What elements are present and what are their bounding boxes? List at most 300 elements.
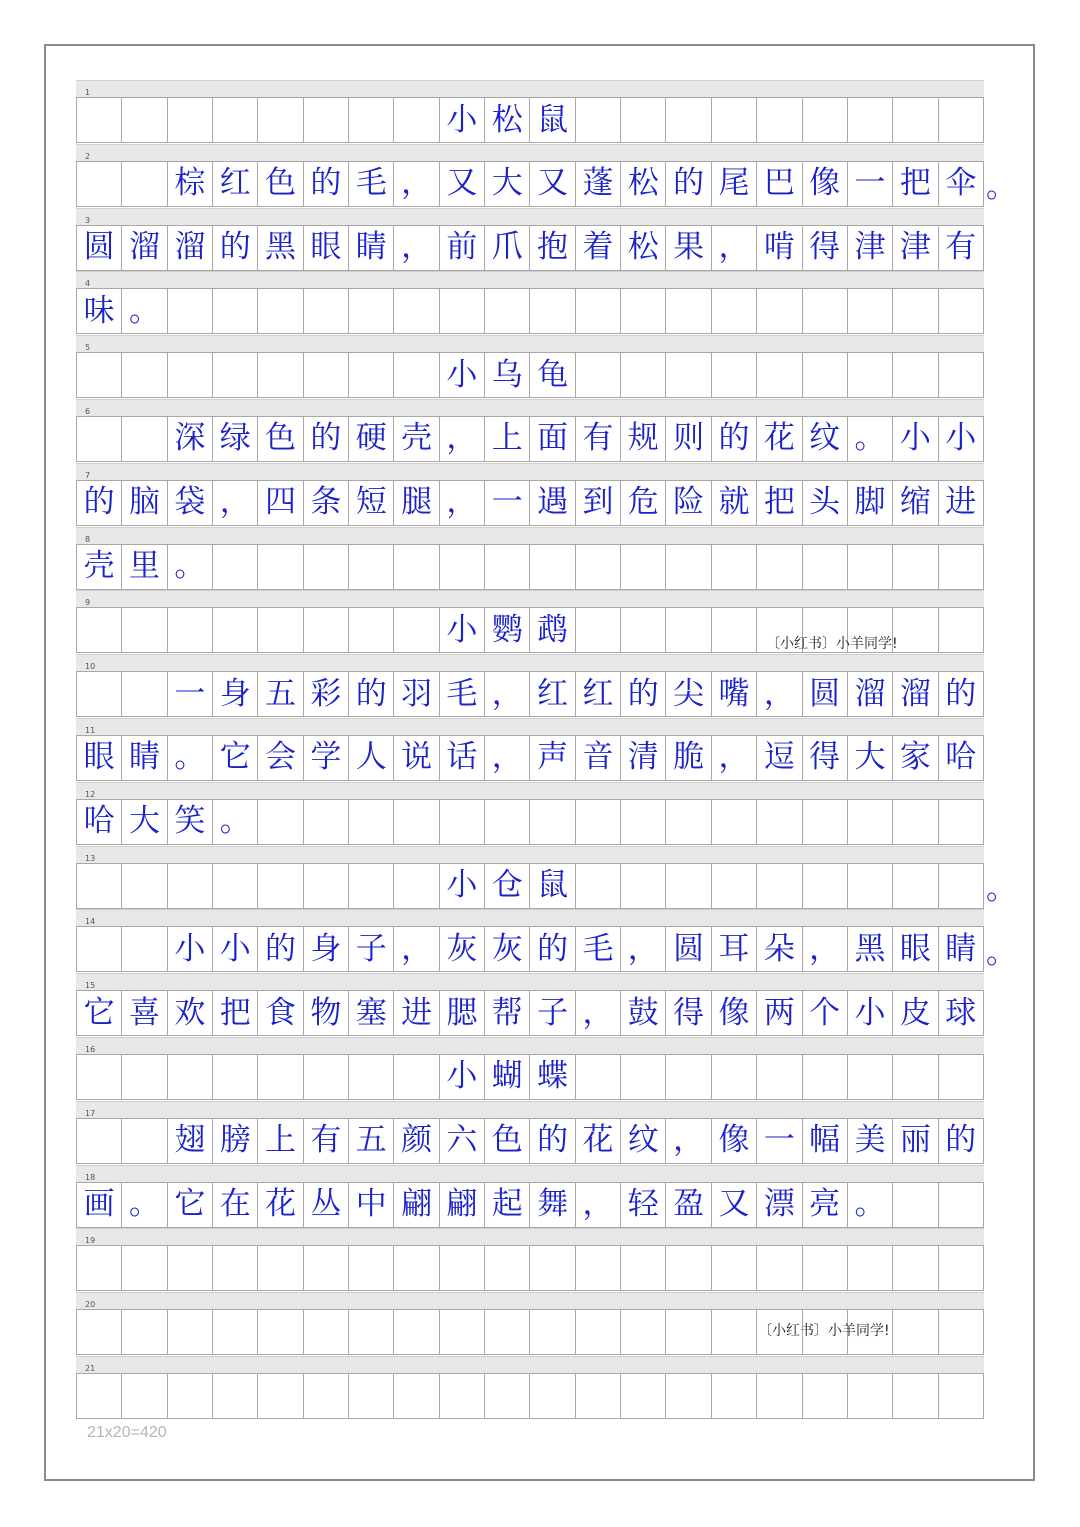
grid-cell (304, 545, 349, 589)
grid-cell (757, 545, 802, 589)
grid-row (76, 590, 984, 654)
grid-cell (712, 864, 757, 908)
grid-cell (576, 98, 621, 142)
row-header-strip (76, 271, 984, 288)
grid-cell: 纹 (621, 1119, 666, 1163)
grid-cell (213, 1374, 258, 1418)
grid-cell (893, 1310, 938, 1354)
row-number: 2 (85, 151, 91, 161)
grid-cell (530, 289, 575, 333)
grid-cell (77, 162, 122, 206)
grid-cell: 小 (440, 98, 485, 142)
grid-cell: 小 (440, 1055, 485, 1099)
grid-cell (666, 1055, 711, 1099)
grid-cell (77, 1246, 122, 1290)
grid-cell: 脑 (122, 481, 167, 525)
grid-cell: 眼 (77, 736, 122, 780)
row-header-strip (76, 1165, 984, 1182)
grid-cell: 哈 (77, 800, 122, 844)
grid-cell: 彩 (304, 672, 349, 716)
grid-cell: 前 (440, 226, 485, 270)
grid-cell (77, 927, 122, 971)
grid-cell: 有 (576, 417, 621, 461)
grid-cell: 它 (77, 991, 122, 1035)
grid-cell: 头 (803, 481, 848, 525)
grid-cell: 。 (848, 417, 893, 461)
grid-cell (258, 1310, 303, 1354)
row-number: 9 (85, 598, 91, 608)
grid-cell: 家 (893, 736, 938, 780)
row-header-strip (76, 1101, 984, 1118)
cell-row (76, 1245, 984, 1291)
grid-cell (122, 1055, 167, 1099)
grid-cell (757, 1246, 802, 1290)
grid-cell: 蝴 (485, 1055, 530, 1099)
grid-cell (621, 353, 666, 397)
grid-cell: 哈 (939, 736, 984, 780)
grid-cell (258, 289, 303, 333)
grid-cell (77, 1119, 122, 1163)
grid-cell (122, 162, 167, 206)
grid-cell: 红 (213, 162, 258, 206)
grid-cell (848, 98, 893, 142)
grid-cell (757, 1374, 802, 1418)
grid-cell: 轻 (621, 1183, 666, 1227)
grid-cell: 个 (803, 991, 848, 1035)
grid-row (76, 718, 984, 782)
row-number: 10 (85, 662, 96, 672)
grid-cell: 。 (122, 289, 167, 333)
grid-cell: 逗 (757, 736, 802, 780)
grid-cell: ， (394, 226, 439, 270)
grid-cell (666, 608, 711, 652)
grid-cell (349, 1246, 394, 1290)
grid-cell: 四 (258, 481, 303, 525)
grid-cell (666, 864, 711, 908)
grid-cell: 两 (757, 991, 802, 1035)
grid-cell: 纹 (803, 417, 848, 461)
grid-cell (576, 353, 621, 397)
grid-cell (576, 608, 621, 652)
grid-cell: 它 (213, 736, 258, 780)
grid-cell (848, 1055, 893, 1099)
grid-cell (304, 1310, 349, 1354)
grid-cell: ， (213, 481, 258, 525)
grid-cell (440, 800, 485, 844)
grid-cell: 棕 (168, 162, 213, 206)
grid-cell (803, 1374, 848, 1418)
grid-cell: ， (576, 991, 621, 1035)
grid-cell: 一 (848, 162, 893, 206)
grid-cell: 耳 (712, 927, 757, 971)
grid-cell (848, 1246, 893, 1290)
grid-cell (848, 289, 893, 333)
cell-row (76, 352, 984, 398)
grid-cell (213, 608, 258, 652)
grid-cell (485, 800, 530, 844)
grid-cell (666, 1246, 711, 1290)
grid-cell (349, 545, 394, 589)
grid-cell (394, 289, 439, 333)
grid-cell (349, 864, 394, 908)
grid-cell (530, 1310, 575, 1354)
grid-cell: 中 (349, 1183, 394, 1227)
grid-cell: 腿 (394, 481, 439, 525)
grid-cell: 溜 (168, 226, 213, 270)
cell-row (76, 1054, 984, 1100)
grid-cell (621, 608, 666, 652)
grid-cell: 圆 (666, 927, 711, 971)
grid-cell: 美 (848, 1119, 893, 1163)
cell-row (76, 1118, 984, 1164)
grid-cell: 则 (666, 417, 711, 461)
grid-cell (621, 1246, 666, 1290)
grid-cell: ， (666, 1119, 711, 1163)
grid-cell: ， (712, 226, 757, 270)
grid-cell: 尾 (712, 162, 757, 206)
grid-cell (939, 1374, 984, 1418)
row-header-strip (76, 463, 984, 480)
row-number: 15 (85, 981, 96, 991)
grid-cell: 色 (258, 417, 303, 461)
grid-row (76, 527, 984, 591)
grid-cell (621, 1310, 666, 1354)
grid-cell (485, 545, 530, 589)
grid-row (76, 271, 984, 335)
grid-cell (666, 1374, 711, 1418)
grid-cell (712, 545, 757, 589)
row-number: 8 (85, 534, 91, 544)
cell-row (76, 863, 984, 909)
grid-cell: 鼓 (621, 991, 666, 1035)
row-number: 14 (85, 917, 96, 927)
grid-cell (304, 1374, 349, 1418)
grid-cell (258, 608, 303, 652)
grid-cell: 脆 (666, 736, 711, 780)
grid-row (76, 1037, 984, 1101)
grid-cell: 进 (394, 991, 439, 1035)
grid-cell: 睛 (122, 736, 167, 780)
row-number: 17 (85, 1108, 96, 1118)
grid-row (76, 144, 1017, 208)
grid-cell (122, 1246, 167, 1290)
grid-cell: 鼠 (530, 98, 575, 142)
grid-cell: 松 (485, 98, 530, 142)
grid-cell: 巴 (757, 162, 802, 206)
grid-cell (576, 545, 621, 589)
grid-cell: 规 (621, 417, 666, 461)
row-header-strip (76, 144, 984, 161)
grid-cell (168, 608, 213, 652)
row-number: 3 (85, 215, 91, 225)
grid-cell: 。 (848, 1183, 893, 1227)
grid-cell: 人 (349, 736, 394, 780)
grid-cell (576, 1374, 621, 1418)
row-header-strip (76, 80, 984, 97)
grid-cell (939, 545, 984, 589)
grid-cell: 球 (939, 991, 984, 1035)
grid-cell (485, 1246, 530, 1290)
grid-cell: 丛 (304, 1183, 349, 1227)
grid-cell (621, 864, 666, 908)
grid-cell (485, 289, 530, 333)
grid-cell: 小 (168, 927, 213, 971)
grid-cell: 花 (757, 417, 802, 461)
grid-cell: 的 (77, 481, 122, 525)
grid-cell (122, 927, 167, 971)
grid-cell: 缩 (893, 481, 938, 525)
grid-cell (757, 289, 802, 333)
grid-row (76, 208, 984, 272)
grid-cell: 。 (213, 800, 258, 844)
grid-cell (621, 98, 666, 142)
grid-cell: 塞 (349, 991, 394, 1035)
grid-cell: 津 (848, 226, 893, 270)
writing-grid (76, 80, 1017, 1420)
grid-cell (213, 864, 258, 908)
grid-cell (621, 800, 666, 844)
grid-cell: 上 (258, 1119, 303, 1163)
cell-row (76, 161, 984, 207)
grid-cell (304, 864, 349, 908)
grid-cell (440, 289, 485, 333)
cell-row (76, 225, 984, 271)
watermark-note: 〔小红书〕小羊同学! (758, 1323, 890, 1340)
grid-cell (304, 1055, 349, 1099)
grid-cell (939, 800, 984, 844)
grid-cell (440, 545, 485, 589)
grid-cell (939, 289, 984, 333)
grid-cell (576, 1055, 621, 1099)
grid-cell: 一 (168, 672, 213, 716)
grid-cell (803, 545, 848, 589)
grid-cell: 灰 (485, 927, 530, 971)
grid-cell (258, 353, 303, 397)
grid-cell (349, 800, 394, 844)
grid-cell (893, 353, 938, 397)
grid-cell (893, 1374, 938, 1418)
grid-cell: 绿 (213, 417, 258, 461)
grid-cell (304, 353, 349, 397)
grid-count-label: 21x20=420 (87, 1424, 167, 1441)
cell-row (76, 735, 984, 781)
grid-cell: 蓬 (576, 162, 621, 206)
grid-cell (803, 289, 848, 333)
grid-cell (394, 864, 439, 908)
grid-row (76, 1165, 984, 1229)
cell-row (76, 926, 984, 972)
grid-cell (213, 289, 258, 333)
grid-cell (440, 1374, 485, 1418)
grid-cell: 里 (122, 545, 167, 589)
grid-cell (77, 1374, 122, 1418)
grid-cell: 啃 (757, 226, 802, 270)
grid-cell (394, 608, 439, 652)
grid-cell (803, 353, 848, 397)
grid-cell (666, 289, 711, 333)
grid-cell: 蝶 (530, 1055, 575, 1099)
grid-cell (485, 1374, 530, 1418)
grid-cell: 物 (304, 991, 349, 1035)
grid-cell: 色 (485, 1119, 530, 1163)
grid-cell: 漂 (757, 1183, 802, 1227)
grid-cell: ， (440, 417, 485, 461)
grid-cell (122, 608, 167, 652)
grid-cell: 短 (349, 481, 394, 525)
grid-cell (213, 353, 258, 397)
grid-cell (213, 545, 258, 589)
grid-cell (848, 353, 893, 397)
row-header-strip (76, 1292, 984, 1309)
grid-cell: 睛 (939, 927, 984, 971)
grid-row (76, 335, 984, 399)
grid-cell: 小 (440, 864, 485, 908)
grid-cell (939, 1055, 984, 1099)
grid-cell: 溜 (122, 226, 167, 270)
grid-cell (712, 353, 757, 397)
grid-row (76, 846, 1017, 910)
grid-cell: 颜 (394, 1119, 439, 1163)
grid-cell (939, 608, 984, 652)
grid-cell: 像 (712, 1119, 757, 1163)
grid-cell (712, 1310, 757, 1354)
grid-cell (213, 1055, 258, 1099)
grid-cell (258, 864, 303, 908)
row-header-strip (76, 208, 984, 225)
grid-cell (757, 353, 802, 397)
grid-cell: 毛 (576, 927, 621, 971)
overflow-punctuation: 。 (986, 169, 1017, 206)
grid-row (76, 80, 984, 144)
grid-cell (576, 289, 621, 333)
row-number: 19 (85, 1236, 96, 1246)
grid-cell (576, 1246, 621, 1290)
grid-cell (122, 1119, 167, 1163)
grid-cell: 红 (530, 672, 575, 716)
grid-cell (394, 800, 439, 844)
cell-row (76, 416, 984, 462)
grid-cell: 五 (258, 672, 303, 716)
row-header-strip (76, 527, 984, 544)
grid-cell: 一 (485, 481, 530, 525)
grid-cell (893, 98, 938, 142)
grid-cell: 有 (304, 1119, 349, 1163)
grid-cell: 。 (122, 1183, 167, 1227)
grid-cell (576, 864, 621, 908)
row-header-strip (76, 1356, 984, 1373)
grid-cell (77, 353, 122, 397)
grid-cell (939, 1183, 984, 1227)
grid-cell: 果 (666, 226, 711, 270)
grid-cell (168, 1310, 213, 1354)
grid-cell (349, 608, 394, 652)
row-number: 5 (85, 343, 91, 353)
grid-cell: 画 (77, 1183, 122, 1227)
grid-cell: 抱 (530, 226, 575, 270)
row-header-strip (76, 782, 984, 799)
grid-cell (394, 545, 439, 589)
grid-cell (803, 1055, 848, 1099)
grid-cell (712, 800, 757, 844)
grid-cell: 羽 (394, 672, 439, 716)
grid-cell (394, 1374, 439, 1418)
grid-cell: 的 (530, 927, 575, 971)
grid-cell (258, 1055, 303, 1099)
grid-cell (77, 98, 122, 142)
row-header-strip (76, 654, 984, 671)
grid-cell (621, 545, 666, 589)
grid-cell (621, 1055, 666, 1099)
grid-cell: 色 (258, 162, 303, 206)
grid-cell: 的 (939, 1119, 984, 1163)
grid-cell: 爪 (485, 226, 530, 270)
grid-cell: 上 (485, 417, 530, 461)
grid-cell: 话 (440, 736, 485, 780)
grid-cell (77, 1055, 122, 1099)
grid-cell: 仓 (485, 864, 530, 908)
grid-cell (213, 98, 258, 142)
grid-cell: 子 (530, 991, 575, 1035)
grid-cell (848, 800, 893, 844)
grid-cell (258, 1246, 303, 1290)
grid-cell: 。 (168, 736, 213, 780)
grid-cell (666, 353, 711, 397)
row-number: 16 (85, 1044, 96, 1054)
grid-cell: 毛 (349, 162, 394, 206)
grid-cell: 尖 (666, 672, 711, 716)
grid-cell (349, 353, 394, 397)
grid-cell: 小 (893, 417, 938, 461)
grid-row (76, 973, 984, 1037)
grid-cell: 小 (939, 417, 984, 461)
grid-cell (530, 1246, 575, 1290)
grid-cell (530, 1374, 575, 1418)
grid-cell: 乌 (485, 353, 530, 397)
grid-cell: 的 (712, 417, 757, 461)
grid-cell: 翅 (168, 1119, 213, 1163)
grid-cell (666, 545, 711, 589)
grid-cell: 身 (304, 927, 349, 971)
grid-cell (848, 864, 893, 908)
grid-cell (757, 864, 802, 908)
cell-row (76, 480, 984, 526)
grid-cell: 龟 (530, 353, 575, 397)
grid-cell: 食 (258, 991, 303, 1035)
grid-cell: 膀 (213, 1119, 258, 1163)
grid-cell: 得 (803, 226, 848, 270)
grid-cell: 眼 (304, 226, 349, 270)
grid-cell (258, 800, 303, 844)
grid-cell (168, 1246, 213, 1290)
grid-cell: 花 (258, 1183, 303, 1227)
grid-cell (848, 545, 893, 589)
grid-cell (939, 98, 984, 142)
grid-cell: 花 (576, 1119, 621, 1163)
grid-cell: ， (803, 927, 848, 971)
grid-cell: 六 (440, 1119, 485, 1163)
grid-cell (349, 289, 394, 333)
grid-cell (349, 1055, 394, 1099)
grid-row (76, 463, 984, 527)
grid-cell: 小 (440, 608, 485, 652)
grid-cell (258, 98, 303, 142)
grid-cell: 危 (621, 481, 666, 525)
grid-row (76, 909, 1017, 973)
grid-cell: 条 (304, 481, 349, 525)
grid-cell (939, 1246, 984, 1290)
grid-cell (757, 1055, 802, 1099)
grid-cell (621, 1374, 666, 1418)
